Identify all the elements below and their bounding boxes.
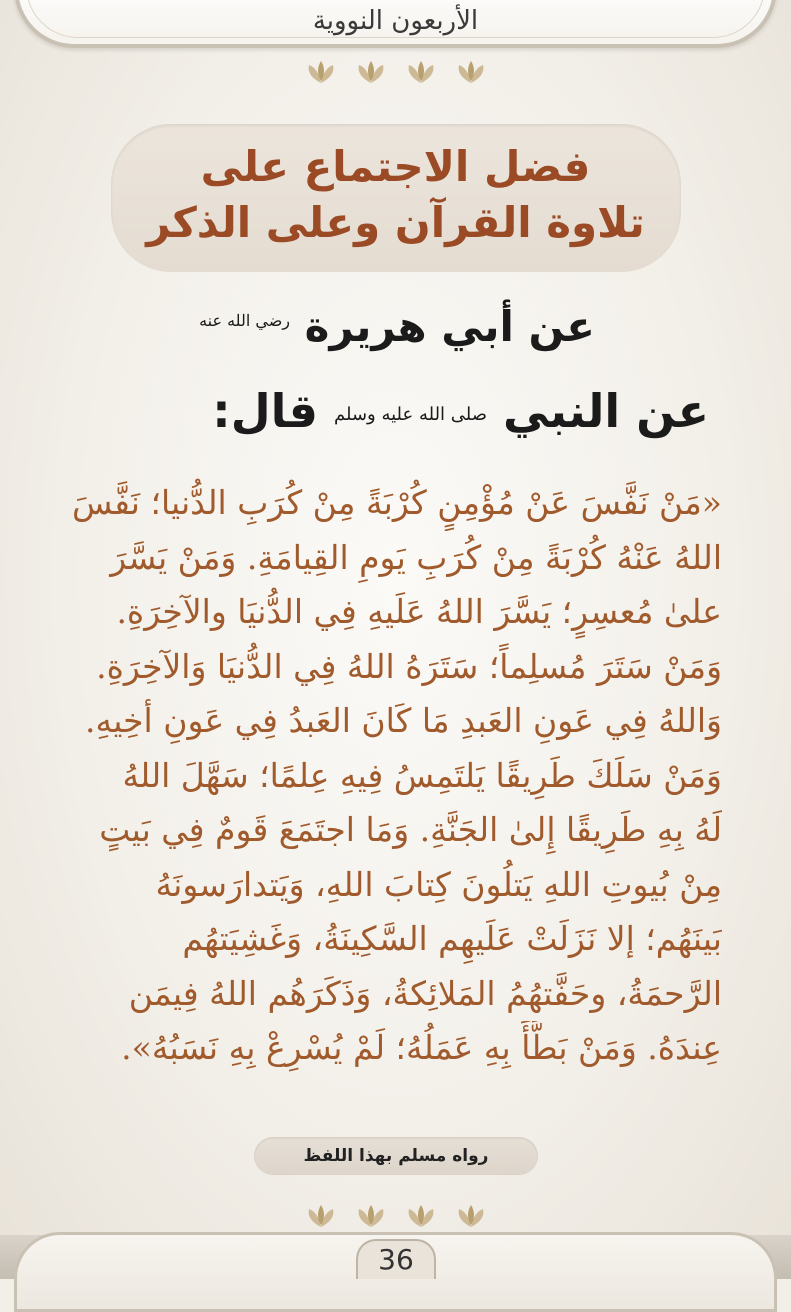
floral-ornament-icon bbox=[303, 1201, 339, 1231]
floral-ornament-icon bbox=[403, 57, 439, 87]
hadith-line: مِنْ بُيوتِ اللهِ يَتلُونَ كِتابَ اللهِ، وَيَتدارَسونَهُ bbox=[155, 864, 722, 904]
floral-ornament-icon bbox=[353, 57, 389, 87]
hadith-line: بَينَهُم؛ إلا نَزَلَتْ عَلَيهِم السَّكِينَةُ، وَغَشِيَتهُم bbox=[182, 919, 722, 958]
floral-ornament-icon bbox=[403, 1201, 439, 1231]
narrator-name: عن أبي هريرة bbox=[304, 302, 595, 351]
hadith-line: علىٰ مُعسِرٍ؛ يَسَّرَ اللهُ عَلَيهِ فِي الدُّنيَا والآخِرَةِ. bbox=[116, 592, 722, 631]
narrator-suffix: قال: bbox=[212, 384, 318, 438]
hadith-line: وَمَنْ سَتَرَ مُسلِماً؛ سَتَرَهُ اللهُ فِي الدُّنيَا وَالآخِرَةِ. bbox=[96, 646, 722, 686]
bottom-ornament-row bbox=[0, 1196, 791, 1236]
page-number: 36 bbox=[356, 1239, 436, 1279]
hadith-line: وَاللهُ فِي عَونِ العَبدِ مَا كَانَ العَبدُ فِي عَونِ أخِيهِ. bbox=[85, 701, 722, 740]
chapter-title-line-2: تلاوة القرآن وعلى الذكر bbox=[146, 198, 645, 247]
narrator-line-2 bbox=[212, 384, 709, 438]
narrator-line-1 bbox=[199, 302, 595, 351]
hadith-line: اللهُ عَنْهُ كُرْبَةً مِنْ كُرَبِ يَومِ القِيامَةِ. وَمَنْ يَسَّرَ bbox=[110, 537, 722, 577]
top-ornament-row bbox=[0, 52, 791, 92]
floral-ornament-icon bbox=[453, 57, 489, 87]
floral-ornament-icon bbox=[453, 1201, 489, 1231]
salawat-honorific: صلى الله عليه وسلم bbox=[334, 404, 488, 425]
floral-ornament-icon bbox=[353, 1201, 389, 1231]
source-attribution: رواه مسلم بهذا اللفظ bbox=[254, 1137, 538, 1175]
radiallah-honorific: رضي الله عنه bbox=[199, 311, 291, 330]
narrator-prefix: عن النبي bbox=[503, 384, 709, 438]
hadith-line: «مَنْ نَفَّسَ عَنْ مُؤْمِنٍ كُرْبَةً مِنْ كُرَبِ الدُّنيا؛ نَفَّسَ bbox=[72, 483, 722, 522]
hadith-line: الرَّحمَةُ، وحَفَّتهُمُ المَلائِكةُ، وَذَكَرَهُم اللهُ فِيمَن bbox=[128, 973, 722, 1013]
hadith-line: لَهُ بِهِ طَرِيقًا إِلىٰ الجَنَّةِ. وَمَا اجتَمَعَ قَومٌ فِي بَيتٍ bbox=[99, 810, 722, 849]
chapter-title-line-1: فضل الاجتماع على bbox=[200, 142, 591, 191]
hadith-body bbox=[50, 476, 722, 1076]
hadith-line: وَمَنْ سَلَكَ طَرِيقًا يَلتَمِسُ فِيهِ عِلمًا؛ سَهَّلَ اللهُ bbox=[122, 755, 722, 795]
book-title: الأربعون النووية bbox=[312, 6, 479, 36]
floral-ornament-icon bbox=[303, 57, 339, 87]
hadith-line: عِندَهُ. وَمَنْ بَطَّأَ بِهِ عَمَلُهُ؛ لَمْ يُسْرِعْ بِهِ نَسَبُهُ». bbox=[121, 1028, 722, 1067]
